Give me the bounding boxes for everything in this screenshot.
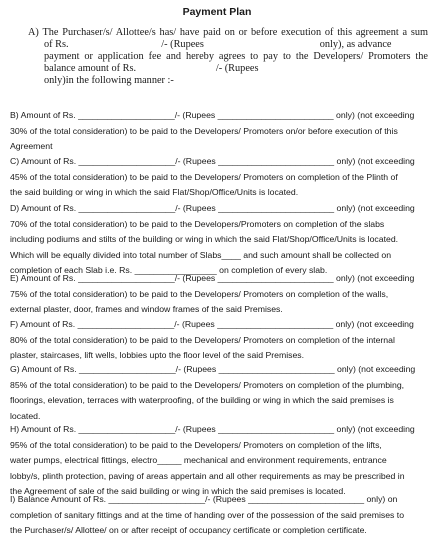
section-a-line: of Rs. /- (Rupees only), as advance bbox=[44, 39, 392, 51]
section-a-line: balance amount of Rs. /- (Rupees bbox=[44, 63, 259, 75]
paragraph-line: 85% of the total consideration) to be paid to the Developers/ Promoters on completion of the plumbing, bbox=[10, 379, 405, 390]
paragraph-line: 75% of the total consideration) to be paid to the Developers/ Promoters on completion of the walls, bbox=[10, 288, 389, 299]
paragraph-line: 95% of the total consideration) to be paid to the Developers/ Promoters on completion of the lifts, bbox=[10, 439, 382, 450]
paragraph-d bbox=[10, 201, 425, 279]
paragraph-i bbox=[10, 492, 425, 539]
paragraph-line: completion of sanitary fittings and at the time of handing over of the possession of the said premises to bbox=[10, 509, 405, 520]
paragraph-line: including podiums and stilts of the building or wing in which the said Flat/Shop/Office/Units is located. bbox=[10, 234, 399, 244]
paragraph-line: lobby/s, plinth protection, paving of areas appertain and all other requirements as may be prescribed in bbox=[10, 470, 405, 481]
paragraph-e bbox=[10, 271, 425, 318]
section-a-line: payment or application fee and hereby agrees to pay to the Developers/ Promoters the bbox=[44, 51, 428, 63]
paragraph-line: I) Balance Amount of Rs. ____________________/- (Rupees ________________________ only) on bbox=[10, 494, 398, 504]
section-a-line: only)in the following manner :- bbox=[44, 75, 174, 87]
paragraph-line: G) Amount of Rs. ____________________/- (Rupees ________________________ only) (not exceeding bbox=[10, 364, 416, 374]
paragraph-line: Agreement bbox=[10, 141, 53, 151]
paragraph-line: E) Amount of Rs. ____________________/- (Rupees ________________________ only) (not exceeding bbox=[10, 273, 415, 283]
paragraph-line: C) Amount of Rs. ____________________/- (Rupees ________________________ only) (not exceeding bbox=[10, 156, 415, 166]
paragraph-line: water pumps, electrical fittings, electro_____ mechanical and environment requirements, entrance bbox=[10, 455, 387, 465]
paragraph-line: 70% of the total consideration) to be paid to the Developers/Promoters on completion of the slabs bbox=[10, 218, 385, 229]
paragraph-line: F) Amount of Rs. ____________________/- (Rupees ________________________ only) (not exceeding bbox=[10, 319, 414, 329]
paragraph-line: H) Amount of Rs. ____________________/- (Rupees ________________________ only) (not exceeding bbox=[10, 424, 415, 434]
paragraph-f bbox=[10, 317, 425, 364]
paragraph-b bbox=[10, 108, 425, 155]
paragraph-line: floorings, elevation, terraces with waterproofing, of the building or wing in which the said premises is bbox=[10, 395, 394, 405]
paragraph-line: external plaster, door, frames and window frames of the said Premises. bbox=[10, 304, 283, 314]
section-a bbox=[28, 27, 428, 87]
page-title: Payment Plan bbox=[182, 6, 252, 18]
paragraph-line: 80% of the total consideration) to be paid to the Developers/ Promoters on completion of the internal bbox=[10, 334, 395, 345]
paragraph-line: D) Amount of Rs. ____________________/- (Rupees ________________________ only) (not exceeding bbox=[10, 203, 415, 213]
paragraph-g bbox=[10, 362, 425, 424]
paragraph-line: 45% of the total consideration) to be paid to the Developers/ Promoters on completion of the Plinth of bbox=[10, 171, 398, 182]
paragraph-line: plaster, staircases, lift wells, lobbies upto the floor level of the said Premises. bbox=[10, 350, 305, 360]
paragraph-c bbox=[10, 154, 425, 201]
paragraph-line: the Agreement of sale of the said building or wing in which the said premises is located. bbox=[10, 486, 346, 496]
paragraph-line: the Purchaser/s/ Allottee/ on or after receipt of occupancy certificate or completion certificate. bbox=[10, 525, 367, 535]
paragraph-line: the said building or wing in which the said Flat/Shop/Office/Units is located. bbox=[10, 187, 299, 197]
paragraph-line: located. bbox=[10, 410, 41, 421]
section-a-line: A) The Purchaser/s/ Allottee/s has/ have paid on or before execution of this agreement a sum bbox=[28, 27, 428, 38]
paragraph-h bbox=[10, 422, 425, 500]
paragraph-line: completion of each Slab i.e. Rs. _________________ on completion of every slab. bbox=[10, 265, 328, 275]
paragraph-line: B) Amount of Rs. ____________________/- (Rupees ________________________ only) (not exceeding bbox=[10, 110, 415, 120]
paragraph-line: 30% of the total consideration) to be paid to the Developers/ Promoters on/or before execution of this bbox=[10, 125, 398, 136]
paragraph-line: Which will be equally divided into total number of Slabs____ and such amount shall be collected on bbox=[10, 249, 392, 260]
